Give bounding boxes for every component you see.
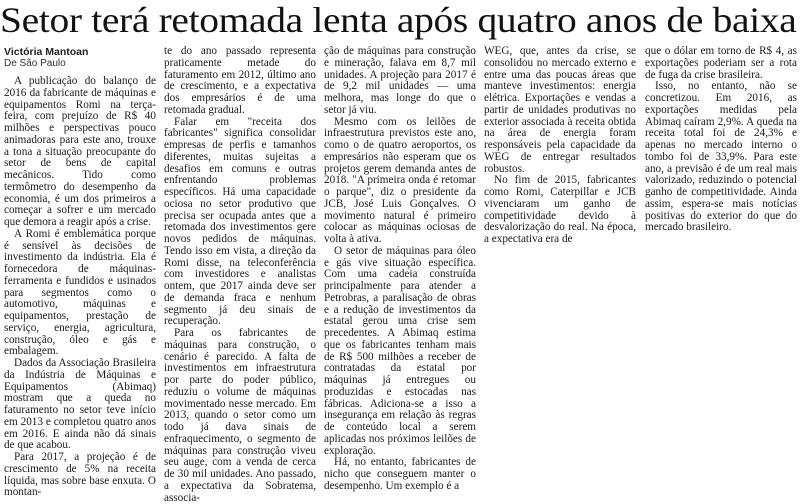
- paragraph: ção de máquinas para construção e mineração, falava em 8,7 mil unidades. A projeção para 2017 é de 9,2 mil unidades — uma melhora, mas longe do que o setor já viu.: [324, 45, 476, 116]
- paragraph: Isso, no entanto, não se concretizou. Em 2016, as exportações medidas pela Abimaq caíram 2,9%. A queda na receita total foi de 24,3% e apenas no mercado interno o tombo foi de 33,9%. Para este ano, a previsão é de um real mais valorizado, reduzindo o potencial ganho de competitividade. Ainda assim, espera-se mais notícias positivas do exterior do que do mercado brasileiro.: [645, 80, 797, 234]
- paragraph: que o dólar em torno de R$ 4, as exportações poderiam ser a rota de fuga da crise brasileira.: [645, 45, 797, 81]
- article-column-1: [4, 46, 156, 499]
- dateline-location: De São Paulo: [4, 58, 66, 69]
- paragraph: WEG, que, antes da crise, se consolidou no mercado externo e entre uma das poucas áreas que manteve investimentos: energia elétrica. Exportações e vendas a partir de unidades produtivas no exterior associada à receita obtida na área de energia foram responsáveis pela capacidade da WEG de entregar resultados robustos.: [484, 45, 636, 175]
- article-column-2: [164, 45, 316, 504]
- paragraph: Dados da Associação Brasileira da Indústria de Máquinas e Equipamentos (Abimaq) mostram que a queda no faturamento no setor teve início em 2013 e completou quatro anos em 2016. E ainda não dá sinais de que acabou.: [4, 357, 156, 452]
- paragraph: Mesmo com os leilões de infraestrutura previstos este ano, como o de quatro aeroportos, os empresários não esperam que os projetos gerem demanda antes de 2018. "A primeira onda é retomar o parque", diz o presidente da JCB, José Luis Gonçalves. O movimento natural é primeiro colocar as máquinas ociosas de volta à ativa.: [324, 115, 476, 245]
- article-column-3: [324, 45, 476, 492]
- paragraph: Há, no entanto, fabricantes de nicho que conseguem manter o desempenho. Um exemplo é a: [324, 456, 476, 492]
- article-column-4: [484, 46, 636, 476]
- paragraph: Para os fabricantes de máquinas para construção, o cenário é parecido. A falta de investimentos em infraestrutura por parte do poder público, reduziu o volume de máquinas movimentado nesse mercado. Em 2013, quando o setor como um todo já dava sinais de enfraquecimento, o segmento de máquinas para construção viveu seu auge, com a venda de cerca de 30 mil unidades. Ano passado, a expectativa da Sobratema, associa-: [164, 327, 316, 504]
- paragraph: Falar em "receita dos fabricantes" significa consolidar empresas de perfis e tamanhos diferentes, muitas sujeitas a desafios em comuns e outras enfrentando problemas específicos. Há uma capacidade ociosa no setor produtivo que precisa ser ocupada antes que a retomada dos investimentos gere novos pedidos de máquinas. Tendo isso em vista, a direção da Romi disse, na teleconferência com investidores e analistas ontem, que 2017 ainda deve ser de demanda fraca e nenhum segmento já deu sinais de recuperação.: [164, 115, 316, 328]
- paragraph: No fim de 2015, fabricantes como Romi, Caterpillar e JCB vivenciaram um ganho de competitividade devido à desvalorização do real. Na época, a expectativa era de: [484, 174, 636, 245]
- article-headline: Setor terá retomada lenta após quatro anos de baixa: [0, 0, 797, 40]
- author-byline: Victória Mantoan: [4, 46, 89, 58]
- paragraph: A Romi é emblemática porque é sensível às decisões de investimento da indústria. Ela é fornecedora de máquinas-ferramenta e fundidos e usinados para segmentos como o automotivo, máquinas e equipamentos, prestação de serviço, energia, agricultura, construção, óleo e gás e embalagem.: [4, 227, 156, 358]
- article-column-5: [645, 46, 797, 476]
- paragraph: O setor de máquinas para óleo e gás vive situação específica. Com uma cadeia construída principalmente para atender a Petrobras, a paralisação de obras e a redução de investimentos da estatal gerou uma crise sem precedentes. A Abimaq estima que os fabricantes tenham mais de R$ 500 milhões a receber de contratadas da estatal por máquinas já entregues ou produzidas e estocadas nas fábricas. Adiciona-se a isso a insegurança em relação às regras de conteúdo local a serem aplicadas nos próximos leilões de exploração.: [324, 244, 476, 457]
- paragraph: Para 2017, a projeção é de crescimento de 5% na receita líquida, mas sobre base enxuta. O montan-: [4, 451, 156, 499]
- paragraph: te do ano passado representa praticamente metade do faturamento em 2012, último ano de crescimento, e a expectativa dos empresários é de uma retomada gradual.: [164, 45, 316, 116]
- paragraph: A publicação do balanço de 2016 da fabricante de máquinas e equipamentos Romi na terça-feira, com prejuízo de R$ 40 milhões e perspectivas pouco animadoras para este ano, trouxe a tona a situação preocupante do setor de bens de capital mecânicos. Tido como termômetro do desempenho da economia, é um dos primeiros a começar a sofrer e um mercado que demora a reagir após a crise.: [4, 75, 156, 228]
